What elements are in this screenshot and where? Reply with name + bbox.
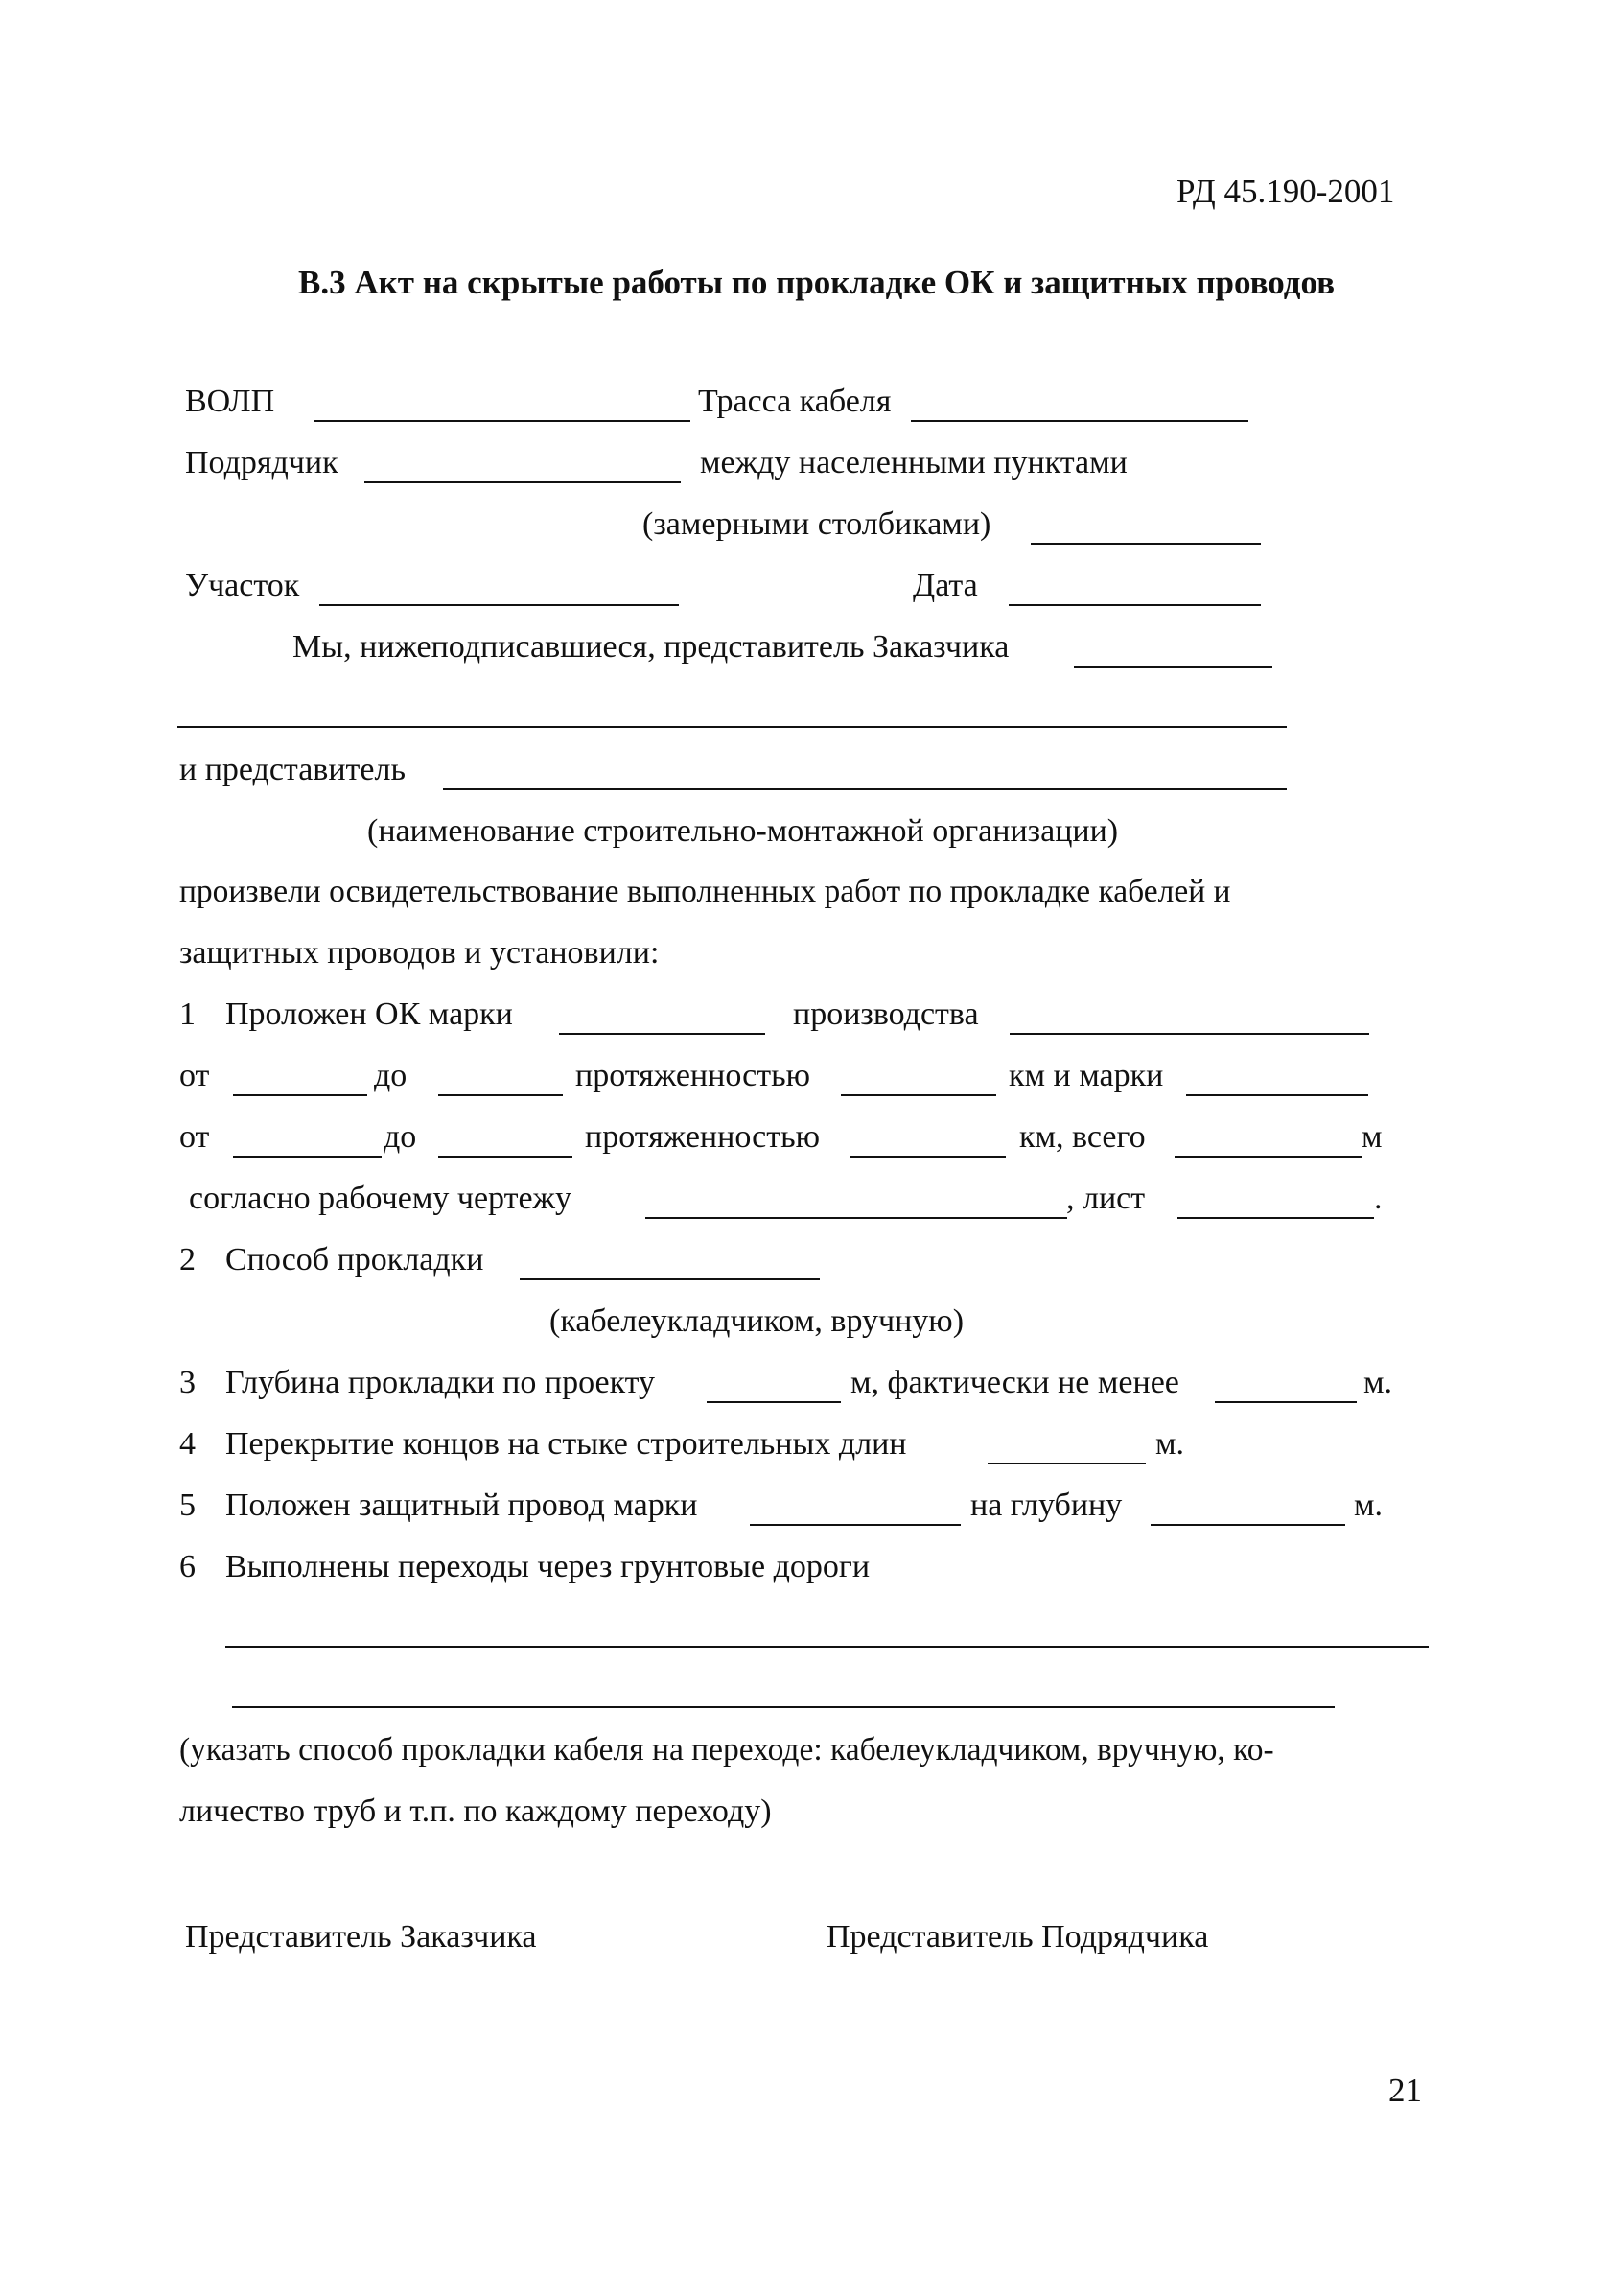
- trassa-field[interactable]: [911, 420, 1248, 422]
- to-field-2[interactable]: [438, 1156, 572, 1158]
- contractor-signature-label: Представитель Подрядчика: [827, 1919, 1209, 1955]
- note-line-1: (указать способ прокладки кабеля на переходе: кабелеукладчиком, вручную, ко-: [179, 1732, 1274, 1768]
- production-field[interactable]: [1010, 1033, 1369, 1035]
- org-hint: (наименование строительно-монтажной организации): [367, 813, 1119, 849]
- item-5-number: 5: [179, 1488, 196, 1523]
- item-3-number: 3: [179, 1365, 196, 1400]
- document-title: В.3 Акт на скрытые работы по прокладке ОК и защитных проводов: [298, 264, 1336, 301]
- item-3-middle: м, фактически не менее: [850, 1365, 1179, 1400]
- item-3-end: м.: [1363, 1365, 1393, 1400]
- section-field[interactable]: [319, 604, 679, 606]
- volp-label: ВОЛП: [185, 384, 275, 419]
- item-3-label: Глубина прокладки по проекту: [225, 1365, 656, 1400]
- performed-line-1: произвели освидетельствование выполненных работ по прокладке кабелей и: [179, 874, 1231, 909]
- item-4-number: 4: [179, 1426, 196, 1462]
- item-2-number: 2: [179, 1242, 196, 1277]
- section-label: Участок: [185, 568, 300, 603]
- date-field[interactable]: [1009, 604, 1261, 606]
- contractor-rep-field[interactable]: [443, 788, 1287, 790]
- item-6-number: 6: [179, 1549, 196, 1584]
- actual-depth-field[interactable]: [1215, 1401, 1357, 1403]
- item-1-number: 1: [179, 996, 196, 1032]
- length-field[interactable]: [841, 1094, 996, 1096]
- to-field[interactable]: [438, 1094, 563, 1096]
- drawing-field[interactable]: [645, 1217, 1067, 1219]
- laying-method-field[interactable]: [520, 1278, 820, 1280]
- production-label: производства: [793, 996, 979, 1032]
- total-field[interactable]: [1175, 1156, 1362, 1158]
- item-4-end: м.: [1155, 1426, 1185, 1462]
- sheet-dot: .: [1374, 1181, 1383, 1216]
- markers-label: (замерными столбиками): [642, 506, 991, 542]
- wire-mark-field[interactable]: [750, 1524, 961, 1526]
- wire-depth-field[interactable]: [1151, 1524, 1345, 1526]
- date-label: Дата: [913, 568, 978, 603]
- to-label: до: [374, 1058, 408, 1093]
- from-field[interactable]: [233, 1094, 367, 1096]
- from-field-2[interactable]: [233, 1156, 382, 1158]
- item-6-label: Выполнены переходы через грунтовые дороги: [225, 1549, 871, 1584]
- trassa-label: Трасса кабеля: [698, 384, 892, 419]
- item-5-end: м.: [1354, 1488, 1384, 1523]
- volp-field[interactable]: [314, 420, 690, 422]
- length-label-2: протяженностью: [585, 1119, 821, 1155]
- overlap-field[interactable]: [988, 1463, 1146, 1464]
- contractor-field[interactable]: [364, 481, 681, 483]
- from-label-2: от: [179, 1119, 210, 1155]
- length-label: протяженностью: [575, 1058, 811, 1093]
- drawing-label: согласно рабочему чертежу: [189, 1181, 572, 1216]
- item-5-label: Положен защитный провод марки: [225, 1488, 698, 1523]
- to-label-2: до: [384, 1119, 417, 1155]
- sheet-field[interactable]: [1177, 1217, 1374, 1219]
- design-depth-field[interactable]: [707, 1401, 841, 1403]
- customer-rep-field[interactable]: [1074, 666, 1272, 668]
- item-2-hint: (кабелеукладчиком, вручную): [549, 1303, 965, 1339]
- item-1-label: Проложен ОК марки: [225, 996, 513, 1032]
- contractor-label: Подрядчик: [185, 445, 338, 480]
- item-4-label: Перекрытие концов на стыке строительных длин: [225, 1426, 907, 1462]
- customer-rep-field-2[interactable]: [177, 726, 1287, 728]
- page-number: 21: [1388, 2072, 1422, 2109]
- meters-unit: м: [1362, 1119, 1383, 1155]
- rep-label: и представитель: [179, 752, 406, 787]
- customer-signature-label: Представитель Заказчика: [185, 1919, 537, 1955]
- km-and-mark-label: км и марки: [1009, 1058, 1164, 1093]
- crossings-field-1[interactable]: [225, 1646, 1429, 1648]
- sheet-label: , лист: [1066, 1181, 1146, 1216]
- from-label: от: [179, 1058, 210, 1093]
- length-field-2[interactable]: [850, 1156, 1006, 1158]
- item-5-middle: на глубину: [970, 1488, 1123, 1523]
- we-label: Мы, нижеподписавшиеся, представитель Заказчика: [292, 629, 1010, 665]
- performed-line-2: защитных проводов и установили:: [179, 935, 660, 971]
- document-code: РД 45.190-2001: [1176, 173, 1395, 210]
- mark-field-2[interactable]: [1186, 1094, 1368, 1096]
- crossings-field-2[interactable]: [232, 1706, 1335, 1708]
- km-total-label: км, всего: [1019, 1119, 1146, 1155]
- between-label: между населенными пунктами: [700, 445, 1128, 480]
- note-line-2: личество труб и т.п. по каждому переходу): [179, 1793, 772, 1829]
- item-2-label: Способ прокладки: [225, 1242, 484, 1277]
- cable-mark-field[interactable]: [559, 1033, 765, 1035]
- markers-field[interactable]: [1031, 543, 1261, 545]
